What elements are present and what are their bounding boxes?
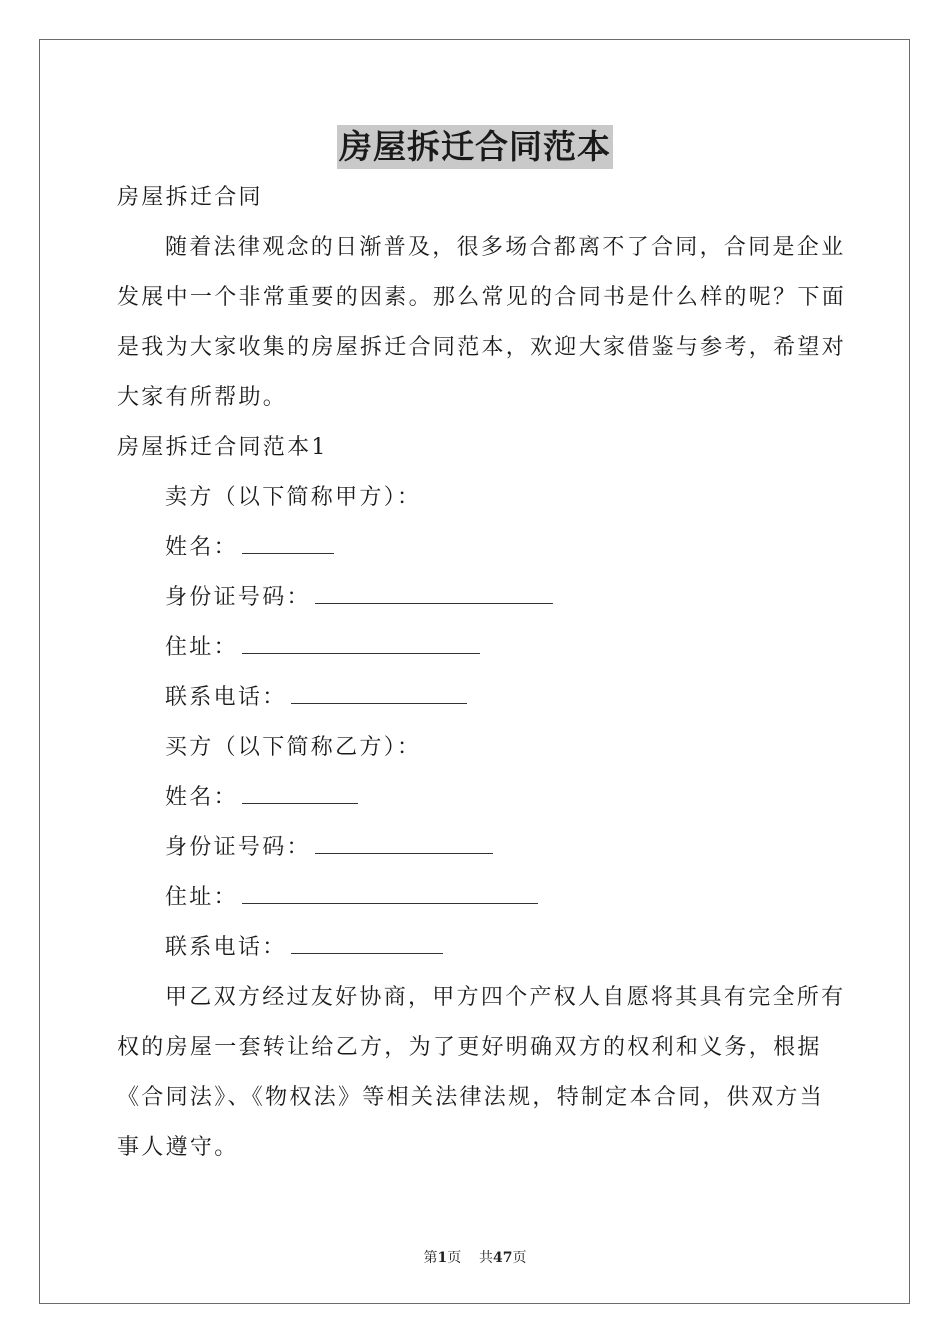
title-container [0,125,950,169]
seller-id-blank [315,583,553,604]
seller-heading: 卖方（以下简称甲方）： [165,485,422,510]
buyer-id-blank [315,833,493,854]
seller-name-blank [242,533,334,554]
seller-id-row [165,583,553,613]
agreement-line-1: 甲乙双方经过友好协商，甲方四个产权人自愿将其具有完全所有 [165,985,846,1010]
seller-name-row [165,533,334,563]
buyer-phone-label: 联系电话： [165,935,287,960]
document-subtitle: 房屋拆迁合同 [117,185,263,210]
footer-total-prefix: 共 [479,1250,494,1266]
buyer-name-blank [242,783,358,804]
intro-line-2: 发展中一个非常重要的因素。那么常见的合同书是什么样的呢？下面 [117,285,847,310]
footer-page-number: 1 [437,1250,448,1266]
buyer-address-blank [242,883,538,904]
buyer-heading: 买方（以下简称乙方）： [165,735,422,760]
buyer-address-label: 住址： [165,885,238,910]
seller-name-label: 姓名： [165,535,238,560]
buyer-phone-blank [291,933,443,954]
footer-total-suffix: 页 [512,1250,527,1266]
agreement-line-2: 权的房屋一套转让给乙方，为了更好明确双方的权利和义务，根据 [117,1035,822,1060]
buyer-id-label: 身份证号码： [165,835,311,860]
footer-total-pages: 47 [493,1250,513,1266]
document-title: 房屋拆迁合同范本 [337,125,613,169]
footer-page-suffix: 页 [447,1250,462,1266]
seller-phone-label: 联系电话： [165,685,287,710]
section-heading: 房屋拆迁合同范本1 [117,435,328,460]
seller-address-row [165,633,480,663]
seller-address-blank [242,633,480,654]
intro-line-1: 随着法律观念的日渐普及，很多场合都离不了合同，合同是企业 [165,235,846,260]
page-border [39,39,910,1304]
buyer-id-row [165,833,493,863]
seller-phone-blank [291,683,467,704]
seller-id-label: 身份证号码： [165,585,311,610]
intro-line-4: 大家有所帮助。 [117,385,288,410]
buyer-address-row [165,883,538,913]
agreement-line-3: 《合同法》、《物权法》等相关法律法规，特制定本合同，供双方当 [117,1085,825,1110]
buyer-name-label: 姓名： [165,785,238,810]
seller-address-label: 住址： [165,635,238,660]
buyer-name-row [165,783,358,813]
footer-page-prefix: 第 [423,1250,438,1266]
seller-phone-row [165,683,467,713]
intro-line-3: 是我为大家收集的房屋拆迁合同范本，欢迎大家借鉴与参考，希望对 [117,335,847,360]
agreement-line-4: 事人遵守。 [117,1135,239,1160]
buyer-phone-row [165,933,443,963]
page-footer [0,1247,950,1267]
